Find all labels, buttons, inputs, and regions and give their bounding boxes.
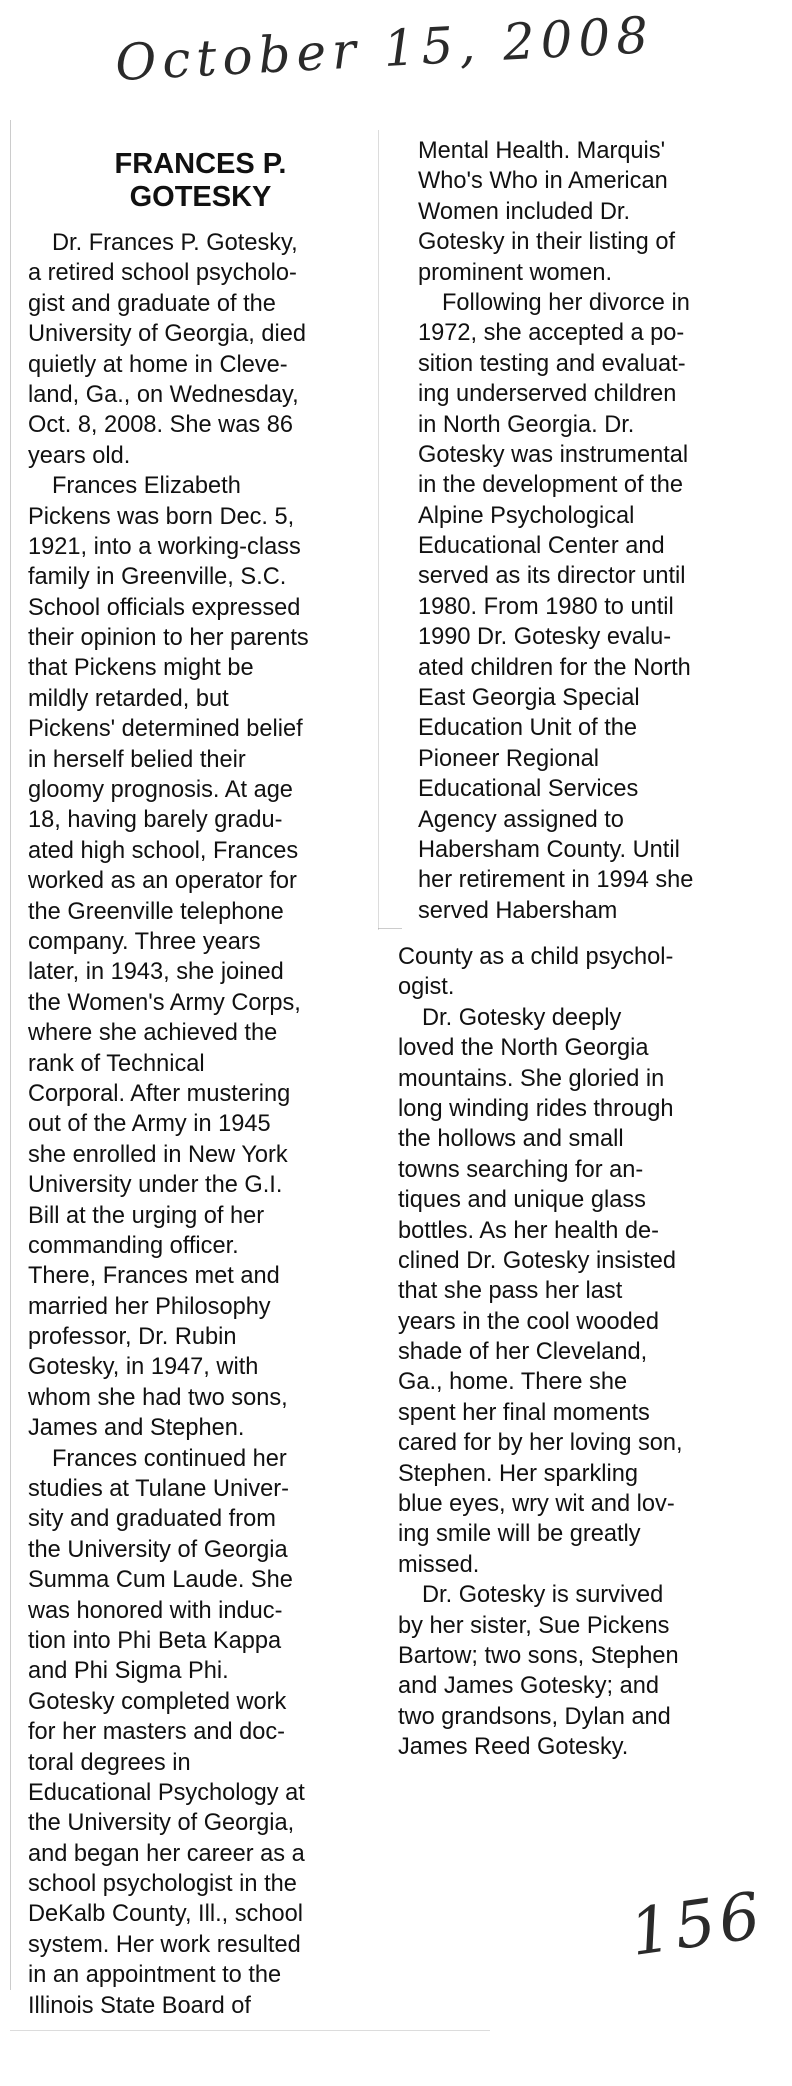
text-line: Summa Cum Laude. She [28, 1567, 293, 1594]
text-line: gloomy prognosis. At age [28, 777, 293, 804]
text-line: ated high school, Frances [28, 837, 299, 864]
text-line: years old. [28, 442, 131, 469]
text-line: Educational Center and [418, 533, 665, 560]
text-line: cared for by her loving son, [398, 1430, 683, 1457]
text-line: out of the Army in 1945 [28, 1111, 271, 1138]
text-line: Following her divorce in [442, 289, 690, 316]
text-line: sition testing and evaluat- [418, 350, 686, 377]
text-line: long winding rides through [398, 1095, 674, 1122]
text-line: two grandsons, Dylan and [398, 1703, 671, 1730]
text-line: she enrolled in New York [28, 1141, 288, 1168]
text-line: sity and graduated from [28, 1506, 276, 1533]
text-line: Alpine Psychological [418, 502, 635, 529]
text-line: East Georgia Special [418, 685, 640, 712]
text-line: her retirement in 1994 she [418, 867, 694, 894]
text-line: mountains. She gloried in [398, 1065, 665, 1092]
text-line: tion into Phi Beta Kappa [28, 1627, 282, 1654]
left-text-column [28, 228, 309, 2021]
text-line: in herself belied their [28, 746, 246, 773]
text-line: University of Georgia, died [28, 321, 307, 348]
text-line: Corporal. After mustering [28, 1080, 291, 1107]
text-line: served as its director until [418, 563, 686, 590]
text-line: served Habersham [418, 897, 618, 924]
text-line: 1990 Dr. Gotesky evalu- [418, 624, 672, 651]
text-line: commanding officer. [28, 1232, 239, 1259]
text-line: Pickens was born Dec. 5, [28, 503, 295, 530]
text-line: quietly at home in Cleve- [28, 351, 288, 378]
text-line: the Greenville telephone [28, 898, 284, 925]
text-line: ated children for the North [418, 654, 691, 681]
text-line: Dr. Frances P. Gotesky, [52, 230, 298, 256]
text-line: that Pickens might be [28, 655, 254, 682]
text-line: Gotesky, in 1947, with [28, 1354, 259, 1381]
text-line: rank of Technical [28, 1050, 205, 1077]
text-line: the University of Georgia, [28, 1810, 295, 1837]
text-line: toral degrees in [28, 1749, 191, 1776]
text-line: Educational Psychology at [28, 1779, 305, 1806]
headline-line: GOTESKY [129, 181, 272, 213]
text-line: ing underserved children [418, 381, 677, 408]
text-line: Gotesky was instrumental [418, 441, 689, 468]
text-line: married her Philosophy [28, 1293, 271, 1320]
obituary-headline [28, 148, 373, 214]
text-line: Bartow; two sons, Stephen [398, 1642, 679, 1669]
text-line: Educational Services [418, 776, 639, 803]
text-line: land, Ga., on Wednesday, [28, 381, 299, 408]
text-line: James and Stephen. [28, 1415, 245, 1442]
text-line: school psychologist in the [28, 1871, 297, 1898]
text-line: in an appointment to the [28, 1962, 282, 1989]
right-text-column-upper [418, 136, 693, 926]
text-line: later, in 1943, she joined [28, 959, 284, 986]
text-line: that she pass her last [398, 1278, 623, 1305]
text-line: and began her career as a [28, 1840, 305, 1867]
text-line: studies at Tulane Univer- [28, 1476, 289, 1503]
text-line: shade of her Cleveland, [398, 1339, 648, 1366]
clipping-left-edge [10, 120, 11, 1990]
text-line: whom she had two sons, [28, 1384, 288, 1411]
text-line: worked as an operator for [28, 868, 297, 895]
text-line: family in Greenville, S.C. [28, 564, 287, 591]
clipping-bottom-edge [10, 2030, 490, 2031]
text-line: Education Unit of the [418, 715, 638, 742]
text-line: Illinois State Board of [28, 1992, 251, 2019]
text-line: Dr. Gotesky deeply [422, 1004, 622, 1031]
text-line: missed. [398, 1551, 480, 1578]
text-line: prominent women. [418, 259, 613, 286]
text-line: ogist. [398, 974, 455, 1001]
text-line: Pickens' determined belief [28, 716, 303, 743]
text-line: where she achieved the [28, 1020, 278, 1047]
text-line: Bill at the urging of her [28, 1202, 265, 1229]
text-line: Habersham County. Until [418, 836, 680, 863]
text-line: Frances Elizabeth [52, 473, 241, 500]
text-line: 18, having barely gradu- [28, 807, 283, 834]
column-divider [378, 130, 379, 930]
text-line: bottles. As her health de- [398, 1217, 660, 1244]
handwritten-date: October 15, 2008 [113, 5, 656, 93]
text-line: and Phi Sigma Phi. [28, 1658, 229, 1685]
text-line: ing smile will be greatly [398, 1521, 641, 1548]
text-line: Ga., home. There she [398, 1369, 628, 1396]
text-line: Women included Dr. [418, 198, 631, 225]
text-line: a retired school psycholo- [28, 260, 297, 287]
text-line: Dr. Gotesky is survived [422, 1582, 664, 1609]
headline-line: FRANCES P. [114, 148, 287, 180]
text-line: 1972, she accepted a po- [418, 320, 685, 347]
text-line: their opinion to her parents [28, 625, 309, 652]
text-line: Frances continued her [52, 1445, 287, 1472]
text-line: Gotesky in their listing of [418, 229, 676, 256]
text-line: County as a child psychol- [398, 944, 674, 970]
text-line: blue eyes, wry wit and lov- [398, 1491, 675, 1518]
text-line: for her masters and doc- [28, 1719, 286, 1746]
text-line: There, Frances met and [28, 1263, 280, 1290]
text-line: tiques and unique glass [398, 1187, 646, 1214]
text-line: Who's Who in American [418, 168, 668, 195]
text-line: and James Gotesky; and [398, 1673, 659, 1700]
text-line: company. Three years [28, 928, 261, 955]
text-line: was honored with induc- [28, 1597, 283, 1624]
text-line: DeKalb County, Ill., school [28, 1901, 303, 1928]
text-line: Gotesky completed work [28, 1688, 287, 1715]
text-line: spent her final moments [398, 1399, 650, 1426]
text-line: University under the G.I. [28, 1172, 283, 1199]
text-line: years in the cool wooded [398, 1308, 660, 1335]
text-line: in the development of the [418, 472, 683, 499]
right-text-column-lower [398, 942, 683, 1763]
text-line: Oct. 8, 2008. She was 86 [28, 412, 293, 439]
handwritten-page-number: 156 [625, 1879, 769, 1971]
text-line: towns searching for an- [398, 1156, 644, 1183]
text-line: Mental Health. Marquis' [418, 138, 666, 164]
text-line: School officials expressed [28, 594, 301, 621]
text-line: loved the North Georgia [398, 1035, 649, 1062]
text-line: 1921, into a working-class [28, 533, 301, 560]
text-line: system. Her work resulted [28, 1931, 301, 1958]
text-line: clined Dr. Gotesky insisted [398, 1247, 676, 1274]
text-line: Agency assigned to [418, 806, 624, 833]
text-line: the University of Georgia [28, 1536, 288, 1563]
text-line: by her sister, Sue Pickens [398, 1612, 670, 1639]
text-line: in North Georgia. Dr. [418, 411, 635, 438]
text-line: Stephen. Her sparkling [398, 1460, 639, 1487]
text-line: Pioneer Regional [418, 745, 600, 772]
text-line: the Women's Army Corps, [28, 989, 301, 1016]
text-line: James Reed Gotesky. [398, 1734, 629, 1761]
text-line: the hollows and small [398, 1126, 624, 1153]
text-line: mildly retarded, but [28, 685, 229, 712]
text-line: 1980. From 1980 to until [418, 593, 674, 620]
text-line: professor, Dr. Rubin [28, 1324, 237, 1351]
column-jump-line [378, 928, 402, 929]
text-line: gist and graduate of the [28, 290, 276, 317]
